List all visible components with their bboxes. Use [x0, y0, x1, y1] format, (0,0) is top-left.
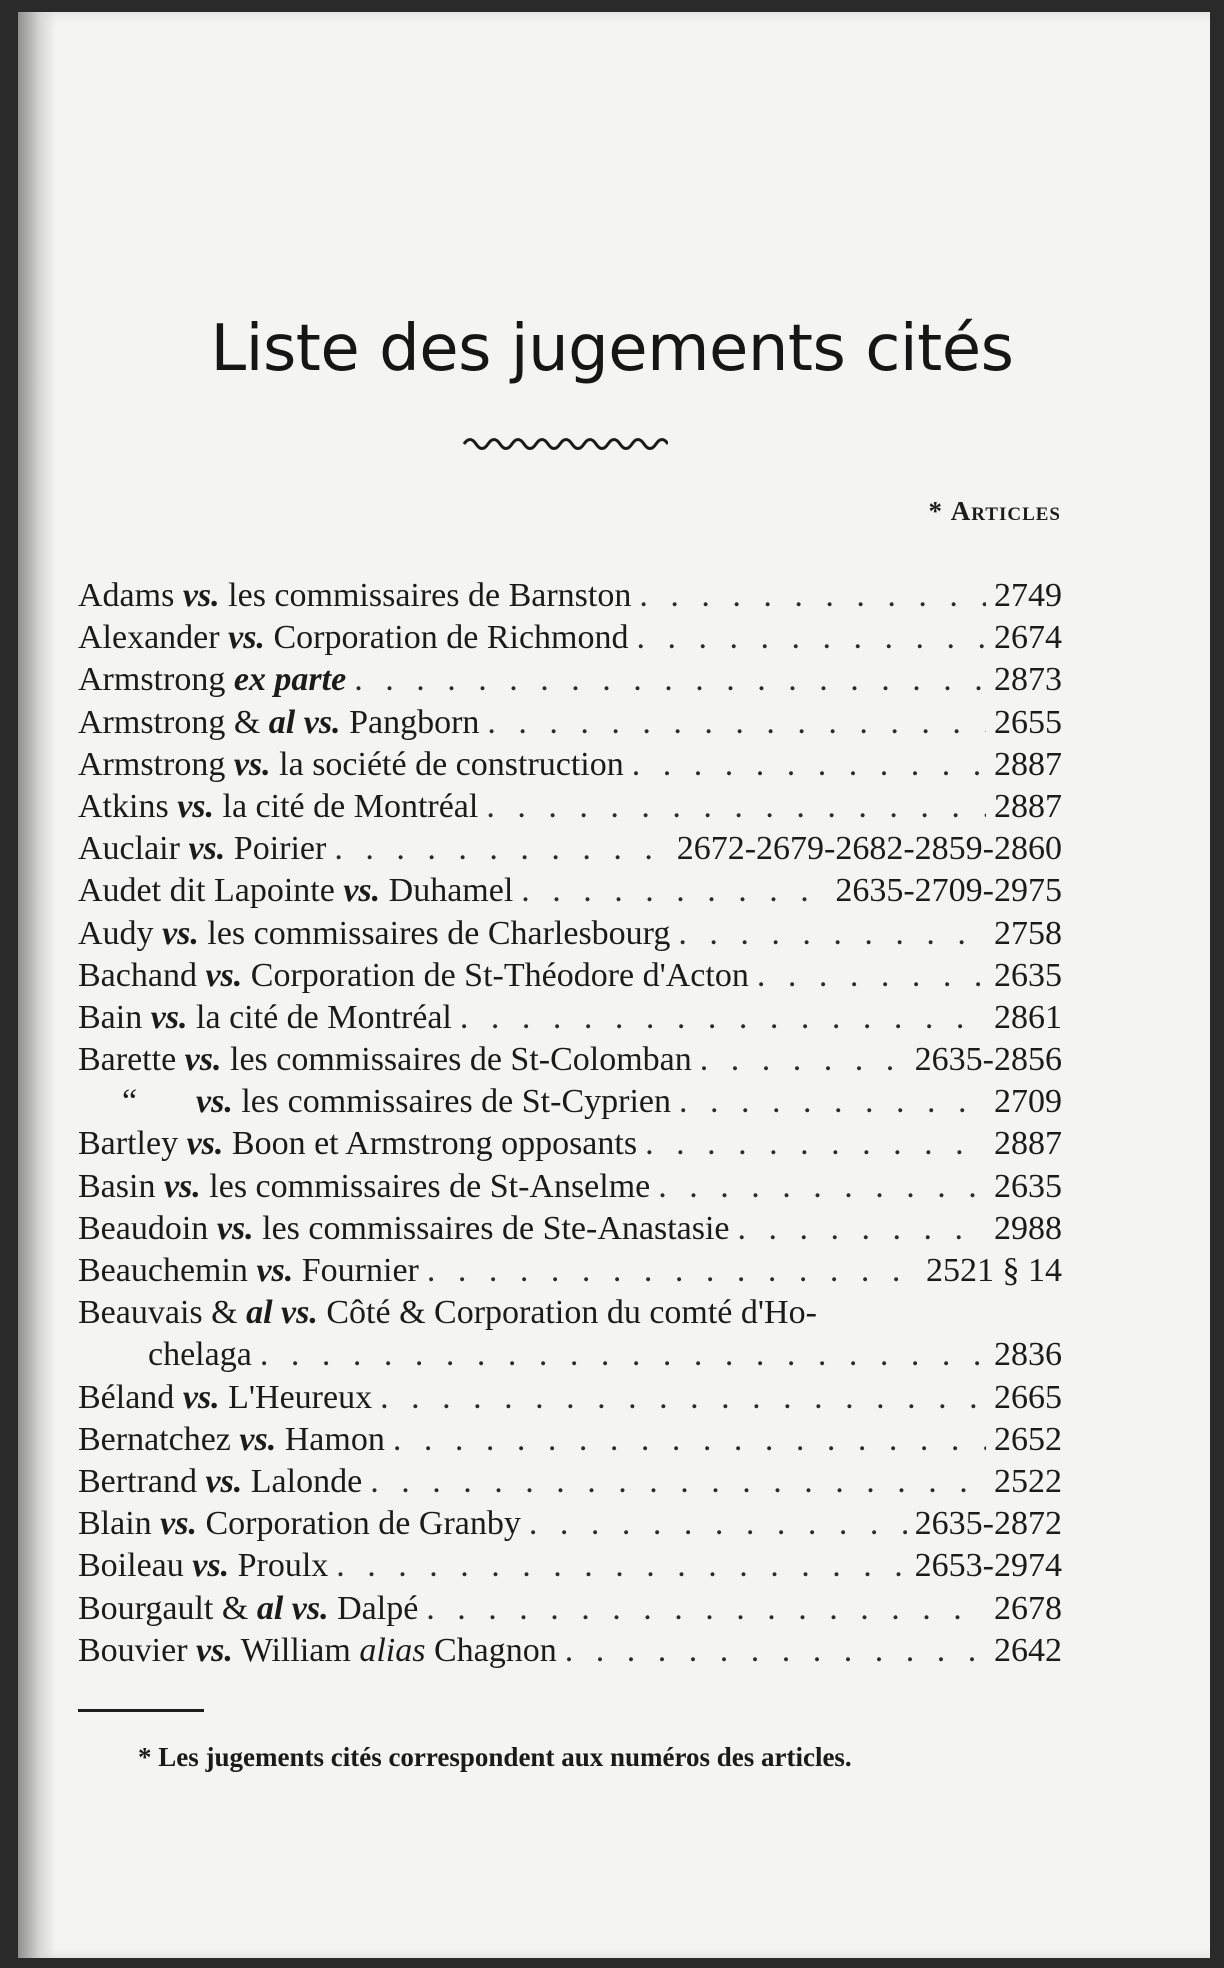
list-item: [78, 1377, 1062, 1419]
entry-title: [78, 1039, 692, 1081]
entry-opponent: Hamon: [276, 1420, 385, 1458]
dot-leader: [679, 1081, 986, 1123]
dot-leader: [426, 1588, 986, 1630]
list-item: [78, 997, 1062, 1039]
dot-leader: [529, 1503, 907, 1545]
entry-title: [78, 617, 629, 659]
article-number: 2861: [994, 998, 1062, 1036]
entry-title: [78, 1123, 637, 1165]
dot-leader: [487, 702, 986, 744]
article-number: 2678: [994, 1589, 1062, 1627]
article-number: 2887: [994, 787, 1062, 825]
entry-party: Auclair: [78, 830, 189, 868]
entry-party: Boileau: [78, 1547, 193, 1585]
list-item: [78, 1334, 1062, 1376]
entry-party: Alexander: [78, 619, 229, 657]
entry-opponent: Corporation de St-Théodore d'Acton: [242, 956, 749, 994]
footnote: * Les jugements cités correspondent aux numéros des articles.: [138, 1742, 852, 1772]
dot-leader: [678, 913, 986, 955]
article-number: 2521 § 14: [926, 1252, 1062, 1289]
list-item: [78, 786, 1062, 828]
entry-versus: vs.: [184, 1041, 222, 1079]
entry-title: [78, 1461, 362, 1503]
footnote-rule: [78, 1709, 204, 1712]
entry-party: Atkins: [78, 787, 178, 825]
entry-opponent: Proulx: [229, 1547, 329, 1585]
entry-title: [78, 1588, 418, 1630]
entry-title: [78, 870, 513, 912]
dot-leader: [521, 870, 827, 912]
entry-title: [78, 1503, 521, 1545]
entry-opponent: les commissaires de Barnston: [219, 577, 632, 614]
article-number: 2635-2856: [914, 1041, 1062, 1079]
entry-opponent: Duhamel: [380, 872, 514, 910]
article-number: 2674: [994, 619, 1062, 657]
dot-leader: [645, 1123, 986, 1165]
dot-leader: [354, 659, 986, 701]
entry-versus: vs.: [205, 956, 243, 994]
entry-versus: ex parte: [233, 661, 347, 699]
entry-title: [78, 1208, 730, 1250]
entry-party: Béland: [78, 1378, 183, 1416]
entry-versus: vs.: [186, 1125, 224, 1163]
article-number: 2709: [994, 1083, 1062, 1121]
entry-party: Bouvier: [78, 1631, 197, 1669]
entry-opponent: la cité de Montréal: [187, 998, 452, 1036]
dot-leader: [380, 1377, 986, 1419]
dot-leader: [632, 744, 986, 786]
entry-title: [78, 1630, 557, 1672]
article-number: 2836: [994, 1336, 1062, 1374]
entry-title: [78, 828, 326, 870]
entry-versus: vs.: [188, 830, 226, 868]
entry-opponent: les commissaires de St-Anselme: [200, 1167, 651, 1205]
entry-versus: vs.: [196, 1631, 233, 1669]
entry-title: [148, 1334, 252, 1376]
entry-title: [78, 1081, 671, 1123]
judgment-list: [78, 575, 1062, 1672]
entry-opponent: William: [232, 1631, 360, 1669]
list-item: [78, 1166, 1062, 1208]
entry-opponent: les commissaires de Ste-Anastasie: [253, 1209, 730, 1247]
entry-party: Bain: [78, 998, 151, 1036]
column-header-articles: [928, 496, 1061, 527]
list-item: [78, 744, 1062, 786]
dot-leader: [700, 1039, 907, 1081]
list-item: [78, 1292, 1062, 1334]
entry-opponent: la cité de Montréal: [214, 787, 479, 825]
dot-leader: [565, 1630, 986, 1672]
entry-title: [78, 744, 624, 786]
entry-versus: vs.: [239, 1420, 277, 1458]
entry-versus: al vs.: [256, 1589, 329, 1627]
dot-leader: [336, 1545, 906, 1587]
entry-title: [78, 1545, 328, 1587]
entry-opponent: Fournier: [293, 1252, 419, 1289]
asterisk-marker: *: [928, 496, 943, 526]
article-number: 2635-2709-2975: [835, 872, 1062, 910]
list-item: [78, 1123, 1062, 1165]
entry-title: [78, 659, 346, 701]
entry-party: Beauchemin: [78, 1252, 257, 1289]
dot-leader: [334, 828, 668, 870]
entry-party: Armstrong &: [78, 703, 269, 741]
article-number: 2887: [994, 1125, 1062, 1163]
list-item: [78, 913, 1062, 955]
dot-leader: [370, 1461, 986, 1503]
entry-party: Armstrong: [78, 745, 234, 783]
dot-leader: [637, 617, 987, 659]
entry-versus: vs.: [228, 619, 265, 657]
list-item: [78, 1039, 1062, 1081]
list-item: [78, 870, 1062, 912]
entry-versus: vs.: [163, 1167, 201, 1205]
dot-leader: [639, 575, 986, 617]
entry-versus: vs.: [196, 1083, 233, 1121]
article-number: 2887: [994, 745, 1062, 783]
entry-versus: vs.: [256, 1252, 294, 1289]
entry-party: Beauvais &: [78, 1294, 247, 1332]
entry-party: Bertrand: [78, 1462, 206, 1500]
dot-leader: [486, 786, 986, 828]
entry-title: [78, 913, 670, 955]
entry-party: Beaudoin: [78, 1209, 217, 1247]
entry-party: Bernatchez: [78, 1420, 240, 1458]
list-item: [78, 1419, 1062, 1461]
entry-versus: al vs.: [246, 1294, 318, 1332]
list-item: [78, 1250, 1062, 1292]
entry-opponent: Lalonde: [242, 1462, 363, 1500]
page-gutter-shadow: [18, 12, 56, 1958]
article-number: 2665: [994, 1378, 1062, 1416]
entry-party: “: [122, 1083, 138, 1121]
article-number: 2749: [994, 577, 1062, 614]
entry-versus: vs.: [192, 1547, 230, 1585]
article-number: 2672-2679-2682-2859-2860: [676, 830, 1062, 868]
entry-title: [78, 1166, 650, 1208]
list-item: [78, 955, 1062, 997]
entry-title: [78, 702, 479, 744]
entry-opponent: les commissaires de St-Cyprien: [232, 1083, 671, 1121]
entry-opponent: Corporation de Richmond: [264, 619, 629, 657]
entry-versus: vs.: [182, 1378, 220, 1416]
article-number: 2653-2974: [914, 1547, 1062, 1585]
article-number: 2652: [994, 1420, 1062, 1458]
page-title: Liste des jugements cités: [210, 312, 1014, 386]
entry-versus: vs.: [205, 1462, 243, 1500]
entry-party: chelaga: [148, 1336, 252, 1374]
entry-versus: vs.: [160, 1505, 197, 1543]
entry-versus: vs.: [177, 787, 215, 825]
article-number: 2642: [994, 1631, 1062, 1669]
entry-versus: vs.: [150, 998, 188, 1036]
article-number: 2635: [994, 1167, 1062, 1205]
article-number: 2635-2872: [914, 1505, 1062, 1543]
entry-party: Audy: [78, 914, 163, 952]
entry-party: Bartley: [78, 1125, 187, 1163]
entry-versus: vs.: [216, 1209, 254, 1247]
entry-title: [78, 1377, 372, 1419]
entry-versus: vs.: [182, 577, 220, 614]
list-item: [78, 659, 1062, 701]
entry-versus: vs.: [343, 872, 381, 910]
entry-opponent: L'Heureux: [219, 1378, 373, 1416]
entry-party: Armstrong: [78, 661, 234, 699]
entry-party: Bourgault &: [78, 1589, 257, 1627]
entry-title: [78, 575, 631, 617]
wavy-ornament: [462, 432, 668, 454]
entry-title: [78, 786, 478, 828]
list-item: [78, 702, 1062, 744]
article-number: 2758: [994, 914, 1062, 952]
column-header-label: Articles: [950, 496, 1061, 526]
entry-opponent-rest: Chagnon: [425, 1631, 557, 1669]
entry-opponent: Boon et Armstrong opposants: [223, 1125, 638, 1163]
dot-leader: [658, 1166, 986, 1208]
entry-opponent: les commissaires de St-Colomban: [221, 1041, 692, 1079]
dot-leader: [738, 1208, 986, 1250]
article-number: 2873: [994, 661, 1062, 699]
entry-title: [78, 997, 452, 1039]
entry-title: [78, 955, 749, 997]
entry-versus: vs.: [233, 745, 271, 783]
entry-alias: alias: [359, 1631, 426, 1669]
list-item: [78, 1588, 1062, 1630]
entry-title: [78, 1250, 419, 1292]
entry-opponent: Pangborn: [340, 703, 480, 741]
article-number: 2988: [994, 1209, 1062, 1247]
list-item: [78, 1630, 1062, 1672]
entry-title: [78, 1292, 817, 1334]
article-number: 2522: [994, 1462, 1062, 1500]
entry-opponent: Poirier: [225, 830, 327, 868]
list-item: [78, 575, 1062, 617]
dot-leader: [460, 997, 986, 1039]
entry-party: Barette: [78, 1041, 185, 1079]
entry-party: Bachand: [78, 956, 206, 994]
list-item: [78, 1081, 1062, 1123]
entry-party: Audet dit Lapointe: [78, 872, 344, 910]
entry-party: Blain: [78, 1505, 161, 1543]
list-item: [78, 1503, 1062, 1545]
entry-opponent: les commissaires de Charlesbourg: [198, 914, 671, 952]
entry-opponent: la société de construction: [270, 745, 624, 783]
list-item: [78, 1461, 1062, 1503]
dot-leader: [757, 955, 986, 997]
entry-opponent: Corporation de Granby: [197, 1505, 521, 1543]
list-item: [78, 1208, 1062, 1250]
entry-versus: al vs.: [268, 703, 341, 741]
dot-leader: [427, 1250, 918, 1292]
article-number: 2655: [994, 703, 1062, 741]
dot-leader: [393, 1419, 986, 1461]
list-item: [78, 1545, 1062, 1587]
article-number: 2635: [994, 956, 1062, 994]
entry-title: [78, 1419, 385, 1461]
entry-versus: vs.: [162, 914, 199, 952]
entry-opponent: Côté & Corporation du comté d'Ho-: [317, 1294, 817, 1332]
entry-party: Adams: [78, 577, 183, 614]
entry-party: Basin: [78, 1167, 164, 1205]
entry-opponent: Dalpé: [328, 1589, 419, 1627]
dot-leader: [260, 1334, 986, 1376]
list-item: [78, 828, 1062, 870]
list-item: [78, 617, 1062, 659]
